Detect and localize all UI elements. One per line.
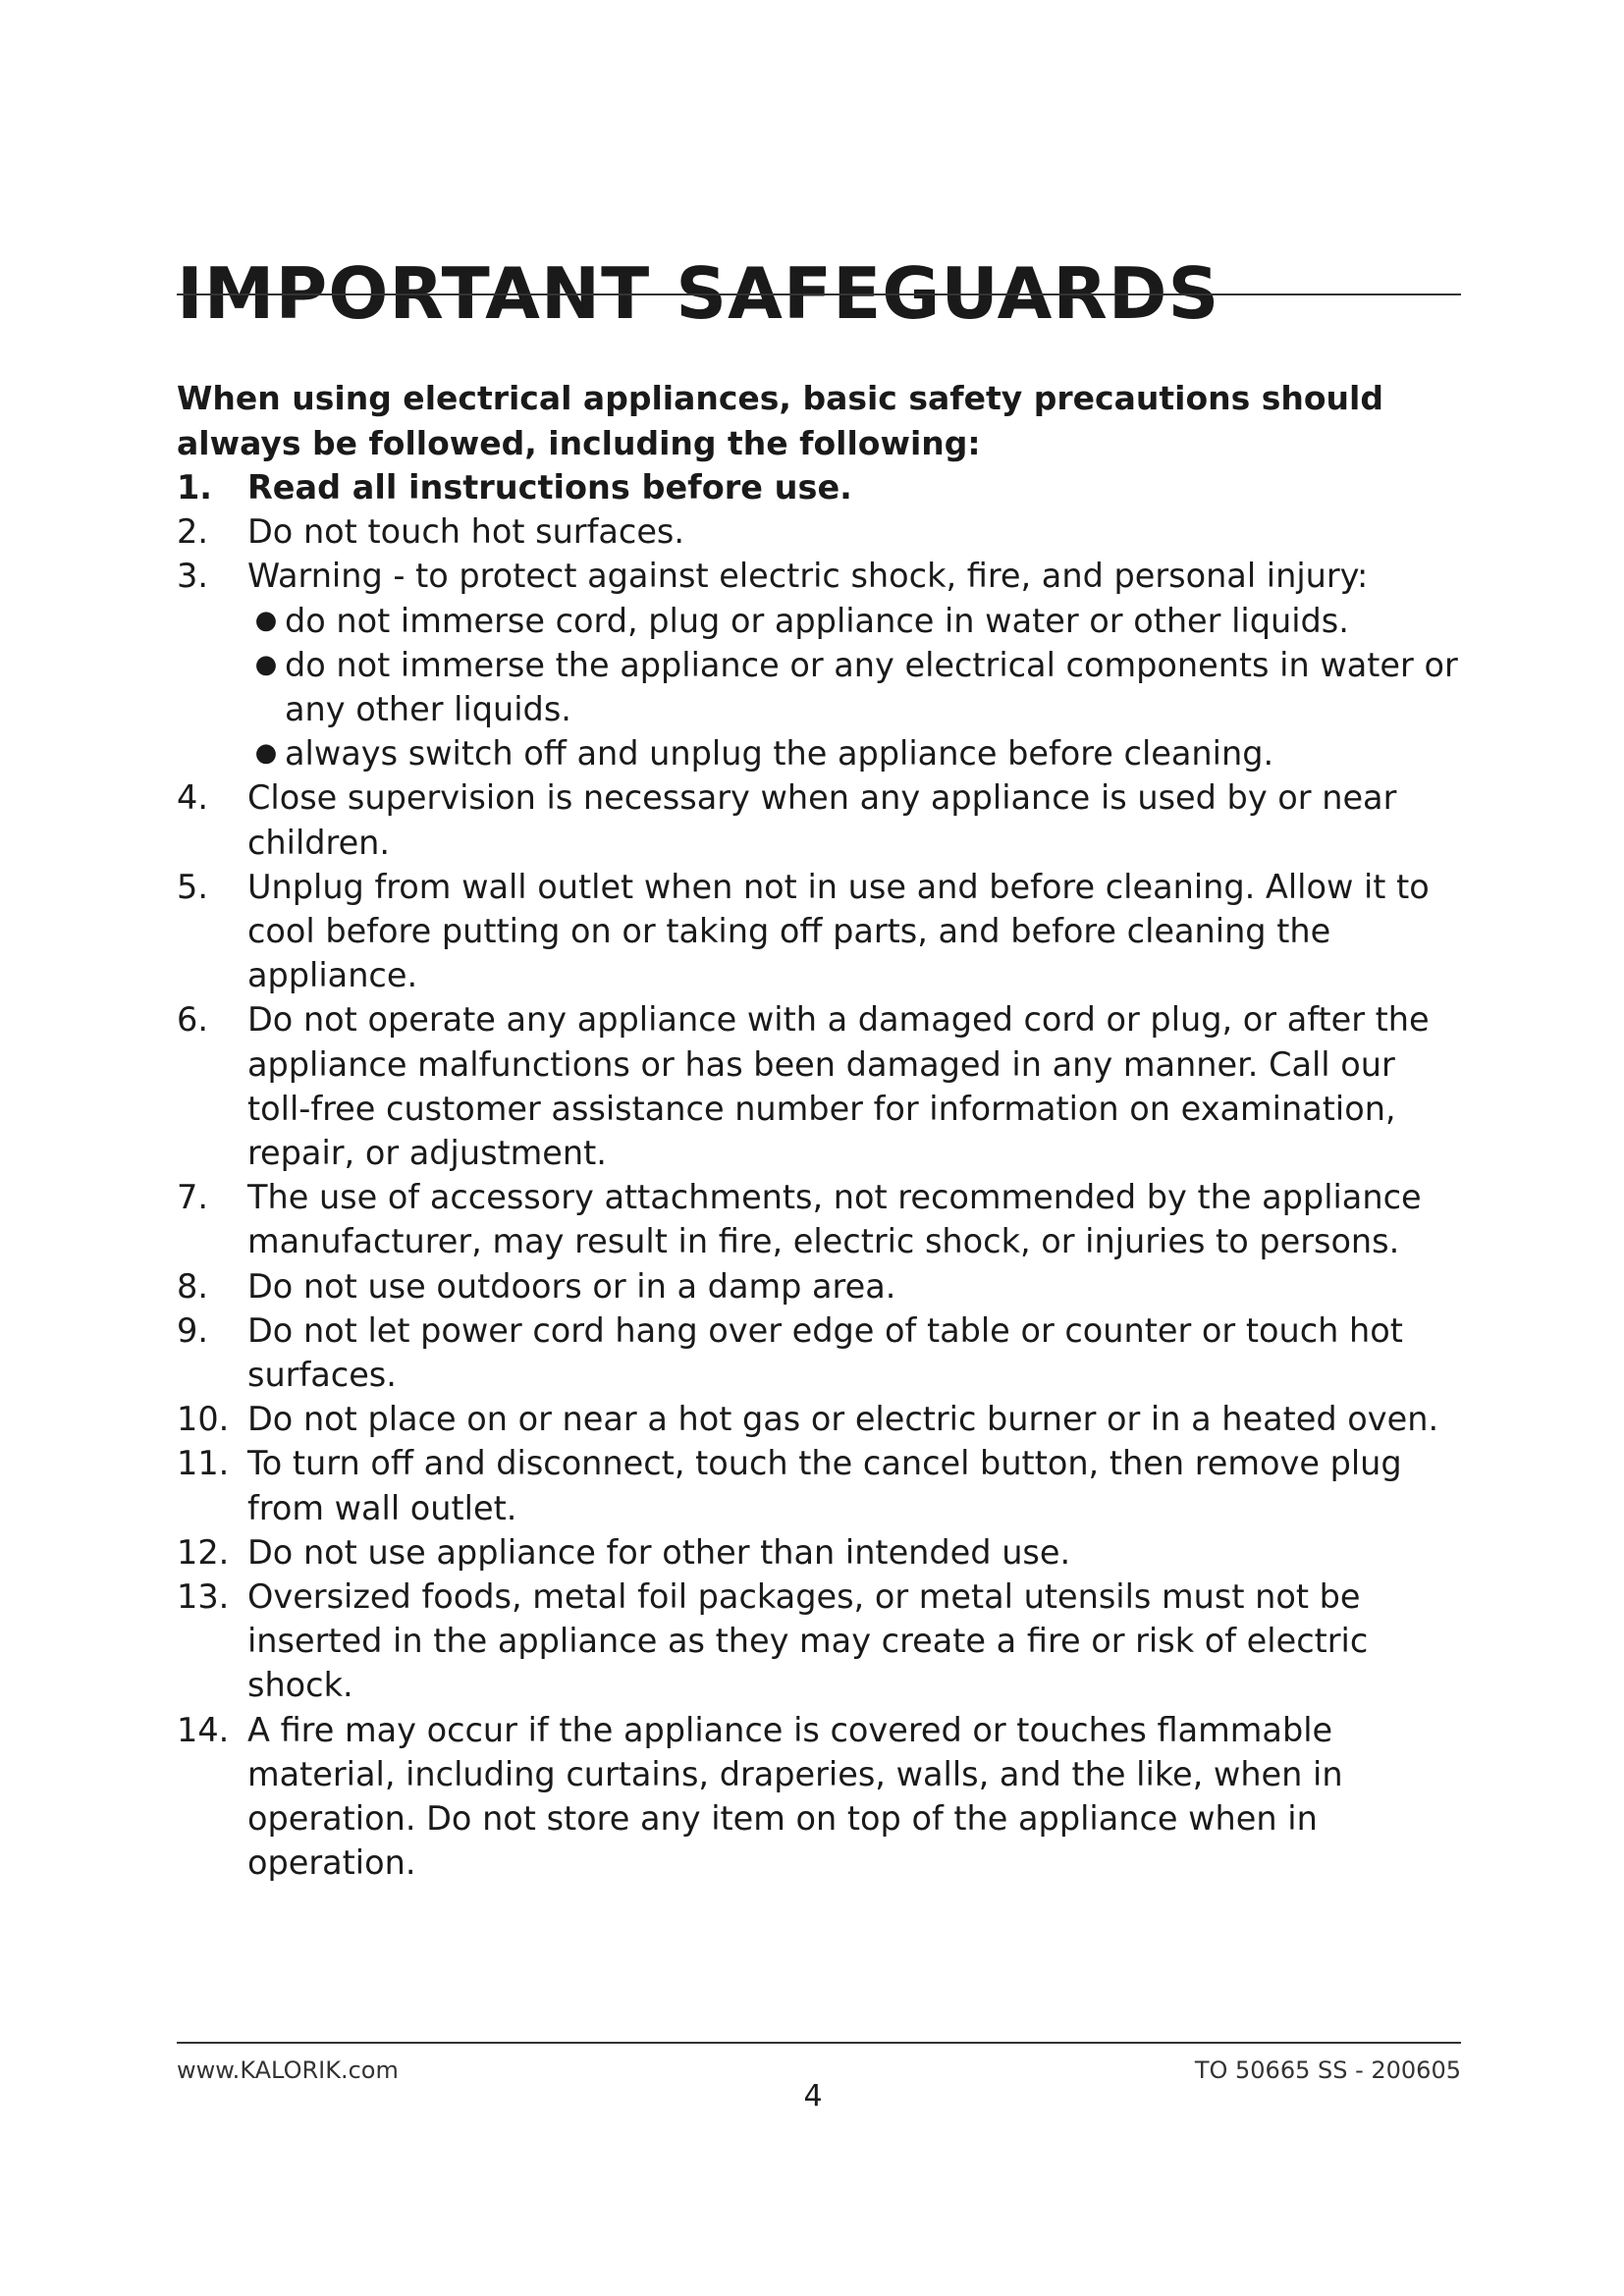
item-text: Read all instructions before use. (247, 468, 852, 507)
sub-item-text: do not immerse the appliance or any electrical components in water or any other liquids. (285, 645, 1458, 729)
list-item (177, 1441, 1463, 1529)
list-item (177, 865, 1463, 998)
item-text: A fire may occur if the appliance is covered or touches flammable material, including curtains, draperies, walls, and the like, when in operation. Do not store any item on top of the appliance when in operation. (247, 1710, 1343, 1883)
item-text: Do not operate any appliance with a damaged cord or plug, or after the appliance malfunctions or has been damaged in any manner. Call our toll-free customer assistance number for information on examination, repair, or adjustment. (247, 1000, 1430, 1173)
list-item (177, 997, 1463, 1175)
safeguards-list (177, 465, 1463, 1886)
item-text: Do not place on or near a hot gas or electric burner or in a heated oven. (247, 1400, 1439, 1439)
item-text: To turn off and disconnect, touch the cancel button, then remove plug from wall outlet. (247, 1444, 1402, 1527)
list-item (177, 1397, 1463, 1441)
sub-item (247, 731, 1463, 775)
list-item (177, 1530, 1463, 1575)
page-number: 4 (803, 2079, 823, 2113)
item-text: Warning - to protect against electric shock, fire, and personal injury: (247, 557, 1369, 596)
footer-model-code: TO 50665 SS - 200605 (1194, 2056, 1461, 2084)
bullet-icon: ● (254, 738, 278, 769)
sub-item (247, 599, 1463, 643)
item-number: 2. (177, 512, 208, 552)
item-number: 13. (177, 1577, 230, 1617)
item-text: Oversized foods, metal foil packages, or metal utensils must not be inserted in the appliance as they may create a fire or risk of electric shock. (247, 1577, 1369, 1705)
item-number: 5. (177, 867, 208, 906)
list-item (177, 509, 1463, 554)
item-text: Do not touch hot surfaces. (247, 512, 685, 552)
list-item (177, 1175, 1463, 1263)
item-number: 6. (177, 1000, 208, 1040)
item-number: 4. (177, 778, 208, 818)
item-number: 12. (177, 1532, 230, 1572)
list-item (177, 1264, 1463, 1308)
sub-item-text: do not immerse cord, plug or appliance in water or other liquids. (285, 601, 1349, 640)
list-item (177, 1575, 1463, 1708)
list-item (177, 775, 1463, 864)
item-number: 10. (177, 1400, 230, 1439)
footer-website: www.KALORIK.com (177, 2056, 399, 2084)
bullet-icon: ● (254, 649, 278, 679)
item-text: Do not let power cord hang over edge of table or counter or touch hot surfaces. (247, 1310, 1403, 1395)
footer-divider (177, 2042, 1461, 2044)
list-item (177, 1308, 1463, 1397)
list-item (177, 1708, 1463, 1886)
item-number: 11. (177, 1444, 230, 1483)
item-number: 8. (177, 1266, 208, 1306)
title-divider (177, 294, 1461, 295)
item-number: 9. (177, 1310, 208, 1350)
item-text: Close supervision is necessary when any appliance is used by or near children. (247, 778, 1397, 862)
item-body (247, 554, 1463, 775)
item-number: 1. (177, 468, 213, 507)
item-text: Do not use outdoors or in a damp area. (247, 1266, 896, 1306)
page-title: IMPORTANT SAFEGUARDS (177, 252, 1220, 336)
item-number: 3. (177, 557, 208, 596)
list-item (177, 554, 1463, 775)
sub-item (247, 643, 1463, 731)
sub-item-text: always switch off and unplug the appliance before cleaning. (285, 734, 1274, 774)
warning-sub-list (247, 599, 1463, 776)
item-text: Do not use appliance for other than intended use. (247, 1532, 1071, 1572)
item-text: The use of accessory attachments, not recommended by the appliance manufacturer, may result in fire, electric shock, or injuries to persons. (247, 1178, 1422, 1261)
item-number: 7. (177, 1178, 208, 1217)
bullet-icon: ● (254, 605, 278, 635)
item-number: 14. (177, 1710, 230, 1749)
intro-text: When using electrical appliances, basic safety precautions should always be followed, including the following: (177, 379, 1383, 462)
item-text: Unplug from wall outlet when not in use and before cleaning. Allow it to cool before putting on or taking off parts, and before cleaning the appliance. (247, 867, 1430, 995)
list-item (177, 465, 1463, 509)
